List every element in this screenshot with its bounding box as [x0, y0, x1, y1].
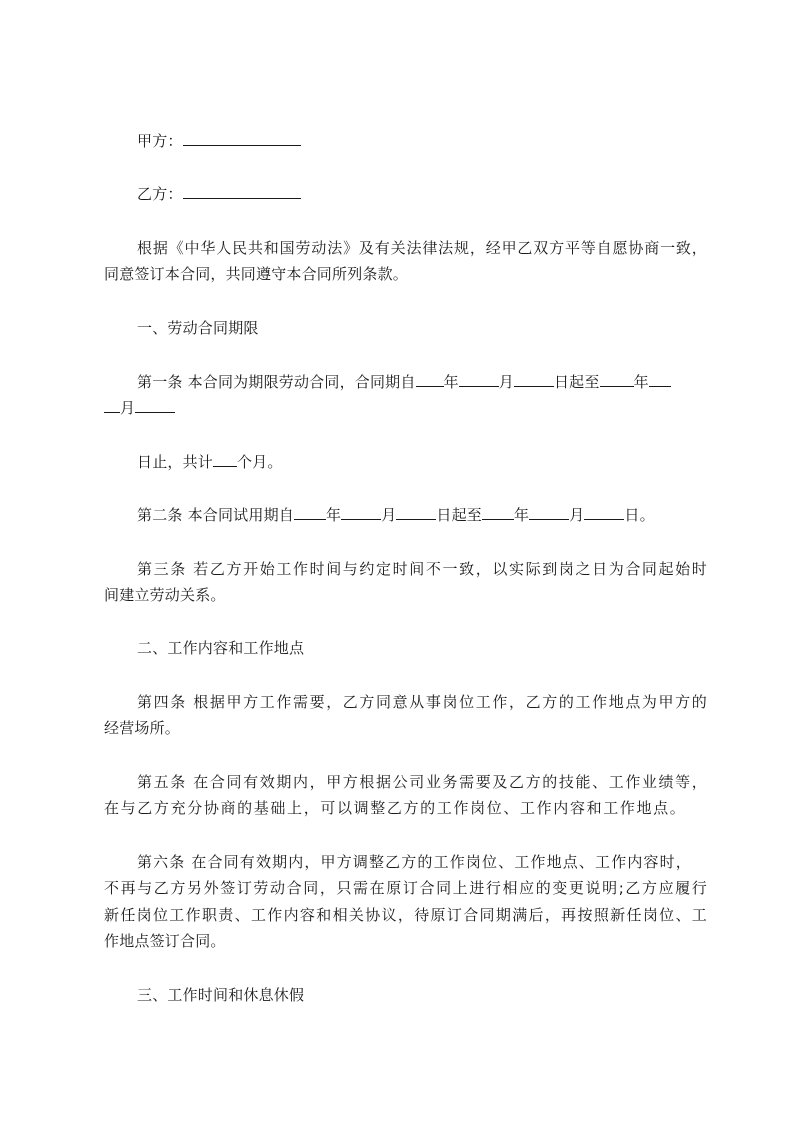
article-3-line-1: 第三条 若乙方开始工作时间与约定时间不一致，以实际到岗之日为合同起始时: [137, 560, 707, 578]
article-1-day1-unit: 日起至: [553, 373, 600, 391]
article-2-year2-unit: 年: [514, 506, 530, 524]
article-2-month2-unit: 月: [569, 506, 585, 524]
article-4-line-2: 经营场所。: [104, 719, 181, 737]
article-2-month1-unit: 月: [381, 506, 397, 524]
article-4-line-1: 第四条 根据甲方工作需要，乙方同意从事岗位工作，乙方的工作地点为甲方的: [137, 693, 707, 711]
section-3-heading: 三、工作时间和休息休假: [137, 986, 305, 1004]
article-1-year1-unit: 年: [443, 373, 459, 391]
article-1-blank-month1: [459, 372, 499, 387]
article-2-day2-unit: 日。: [624, 506, 655, 524]
article-5-line-2: 在与乙方充分协商的基础上，可以调整乙方的工作岗位、工作内容和工作地点。: [104, 799, 685, 817]
section-1-heading: 一、劳动合同期限: [137, 319, 259, 337]
article-6-line-3: 新任岗位工作职责、工作内容和相关协议，待原订合同期满后，再按照新任岗位、工: [104, 906, 707, 924]
article-6-line-2: 不再与乙方另外签订劳动合同，只需在原订合同上进行相应的变更说明;乙方应履行: [104, 879, 707, 897]
article-1-blank-month2a: [649, 372, 671, 387]
article-1-year2-unit: 年: [633, 373, 649, 391]
article-5-line-1: 第五条 在合同有效期内，甲方根据公司业务需要及乙方的技能、工作业绩等，: [137, 773, 707, 791]
article-1-blank-day1: [514, 372, 554, 387]
article-2-blank-month1: [341, 505, 381, 520]
article-1-prefix: 第一条 本合同为期限劳动合同，合同期自: [137, 373, 416, 391]
article-2-day1-unit: 日起至: [436, 506, 482, 524]
party-a-label: 甲方：: [137, 132, 183, 150]
article-1-month2-unit: 月: [120, 399, 136, 417]
section-2-heading: 二、工作内容和工作地点: [137, 639, 305, 657]
article-6-line-4: 作地点签订合同。: [104, 932, 226, 950]
article-1-blank-months: [213, 452, 237, 467]
preamble-line-1: 根据《中华人民共和国劳动法》及有关法律法规，经甲乙双方平等自愿协商一致，: [137, 239, 707, 257]
article-2-line: [137, 505, 655, 525]
article-1-line-2: [104, 398, 175, 418]
article-2-year1-unit: 年: [325, 506, 342, 524]
article-2-blank-day2: [584, 505, 624, 520]
article-1-months-unit: 个月。: [237, 453, 283, 471]
article-2-blank-year1: [294, 505, 326, 520]
party-b-line: [137, 184, 301, 204]
article-3-line-2: 间建立劳动关系。: [104, 586, 226, 604]
article-1-blank-day2: [135, 398, 175, 413]
party-a-line: [137, 131, 301, 151]
preamble-line-2: 同意签订本合同，共同遵守本合同所列条款。: [104, 265, 409, 283]
party-b-blank: [183, 184, 301, 199]
party-b-label: 乙方：: [137, 185, 183, 203]
article-1-month1-unit: 月: [498, 373, 514, 391]
article-6-line-1: 第六条 在合同有效期内，甲方调整乙方的工作岗位、工作地点、工作内容时，: [137, 853, 691, 871]
article-1-blank-year1: [416, 372, 444, 387]
article-2-prefix: 第二条 本合同试用期自: [137, 506, 294, 524]
article-1-line-1: [137, 372, 671, 392]
article-2-blank-year2: [482, 505, 514, 520]
article-2-blank-day1: [396, 505, 436, 520]
article-1-term-label: 日止，共计: [137, 453, 214, 471]
article-1-line-3: [137, 452, 283, 472]
article-2-blank-month2: [529, 505, 569, 520]
party-a-blank: [183, 131, 301, 146]
article-1-blank-month2b: [104, 398, 120, 413]
article-1-blank-year2: [600, 372, 634, 387]
